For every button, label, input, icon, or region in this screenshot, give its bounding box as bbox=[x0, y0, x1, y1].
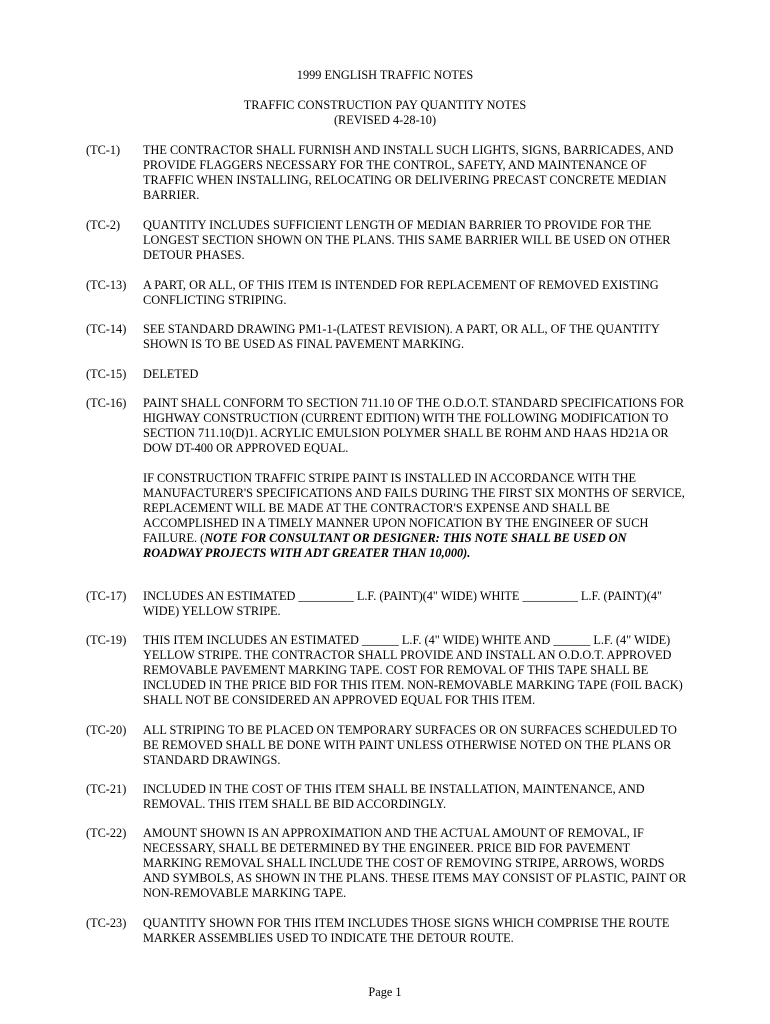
note-tc-2 bbox=[86, 218, 686, 263]
note-tc-16 bbox=[86, 396, 686, 456]
note-tc-15 bbox=[86, 367, 686, 382]
note-text: SEE STANDARD DRAWING PM1-1-(LATEST REVISION). A PART, OR ALL, OF THE QUANTITY SHOWN IS TO BE USED AS FINAL PAVEMENT MARKING. bbox=[143, 322, 660, 351]
note-text: IF CONSTRUCTION TRAFFIC STRIPE PAINT IS INSTALLED IN ACCORDANCE WITH THE MANUFACTURER'S SPECIFICATIONS AND FAILS DURING THE FIRST SIX MONTHS OF SERVICE, REPLACEMENT WILL BE MADE AT THE CONTRACTOR'S EXPENSE AND SHALL BE ACCOMPLISHED IN A TIMELY MANNER UPON NOFICATION BY THE ENGINEER OF SUCH FAILURE. ( bbox=[143, 471, 685, 545]
note-tc-1 bbox=[86, 143, 686, 203]
note-text: DELETED bbox=[143, 367, 199, 381]
note-code: (TC-16) bbox=[86, 396, 127, 410]
note-tc-23 bbox=[86, 916, 686, 946]
note-text: INCLUDES AN ESTIMATED _________ L.F. (PAINT)(4" WIDE) WHITE _________ L.F. (PAINT)(4" WIDE) YELLOW STRIPE. bbox=[143, 589, 663, 618]
note-code: (TC-20) bbox=[86, 723, 127, 737]
note-code: (TC-2) bbox=[86, 218, 121, 232]
note-tc-14 bbox=[86, 322, 686, 352]
note-text: INCLUDED IN THE COST OF THIS ITEM SHALL BE INSTALLATION, MAINTENANCE, AND REMOVAL. THIS ITEM SHALL BE BID ACCORDINGLY. bbox=[143, 782, 645, 811]
note-text: A PART, OR ALL, OF THIS ITEM IS INTENDED FOR REPLACEMENT OF REMOVED EXISTING CONFLICTING STRIPING. bbox=[143, 278, 659, 307]
note-code: (TC-17) bbox=[86, 589, 127, 603]
note-tc-20 bbox=[86, 723, 686, 768]
note-tc-19 bbox=[86, 633, 686, 708]
page-number: Page 1 bbox=[368, 985, 402, 999]
note-tc-17 bbox=[86, 589, 686, 619]
note-text: QUANTITY INCLUDES SUFFICIENT LENGTH OF MEDIAN BARRIER TO PROVIDE FOR THE LONGEST SECTION SHOWN ON THE PLANS. THIS SAME BARRIER WILL BE USED ON OTHER DETOUR PHASES. bbox=[143, 218, 671, 262]
note-text: QUANTITY SHOWN FOR THIS ITEM INCLUDES THOSE SIGNS WHICH COMPRISE THE ROUTE MARKER ASSEMBLIES USED TO INDICATE THE DETOUR ROUTE. bbox=[143, 916, 670, 945]
note-code: (TC-19) bbox=[86, 633, 127, 647]
note-text: THIS ITEM INCLUDES AN ESTIMATED ______ L.F. (4" WIDE) WHITE AND ______ L.F. (4" WIDE) YELLOW STRIPE. THE CONTRACTOR SHALL PROVIDE AND INSTALL AN O.D.O.T. APPROVED REMOVABLE PAVEMENT MARKING TAPE. COST FOR REMOVAL OF THIS TAPE SHALL BE INCLUDED IN THE PRICE BID FOR THIS ITEM. NON-REMOVABLE MARKING TAPE (FOIL BACK) SHALL NOT BE CONSIDERED AN APPROVED EQUAL FOR THIS ITEM. bbox=[143, 633, 683, 707]
note-emphasis: NOTE FOR CONSULTANT OR DESIGNER: THIS NOTE SHALL BE USED ON ROADWAY PROJECTS WITH ADT GREATER THAN 10,000). bbox=[143, 531, 627, 560]
note-code: (TC-13) bbox=[86, 278, 127, 292]
note-tc-13 bbox=[86, 278, 686, 308]
note-code: (TC-22) bbox=[86, 826, 127, 840]
note-code: (TC-23) bbox=[86, 916, 127, 930]
note-tc-22 bbox=[86, 826, 686, 901]
note-tc-16-paragraph bbox=[143, 471, 688, 561]
note-code: (TC-21) bbox=[86, 782, 127, 796]
note-code: (TC-14) bbox=[86, 322, 127, 336]
document-subtitle: TRAFFIC CONSTRUCTION PAY QUANTITY NOTES bbox=[243, 98, 527, 112]
note-text: ALL STRIPING TO BE PLACED ON TEMPORARY SURFACES OR ON SURFACES SCHEDULED TO BE REMOVED SHALL BE DONE WITH PAINT UNLESS OTHERWISE NOTED ON THE PLANS OR STANDARD DRAWINGS. bbox=[143, 723, 677, 767]
note-text: THE CONTRACTOR SHALL FURNISH AND INSTALL SUCH LIGHTS, SIGNS, BARRICADES, AND PROVIDE FLAGGERS NECESSARY FOR THE CONTROL, SAFETY, AND MAINTENANCE OF TRAFFIC WHEN INSTALLING, RELOCATING OR DELIVERING PRECAST CONCRETE MEDIAN BARRIER. bbox=[143, 143, 674, 202]
note-code: (TC-15) bbox=[86, 367, 127, 381]
note-code: (TC-1) bbox=[86, 143, 121, 157]
note-text: PAINT SHALL CONFORM TO SECTION 711.10 OF THE O.D.O.T. STANDARD SPECIFICATIONS FOR HIGHWAY CONSTRUCTION (CURRENT EDITION) WITH THE FOLLOWING MODIFICATION TO SECTION 711.10(D)1. ACRYLIC EMULSION POLYMER SHALL BE ROHM AND HAAS HD21A OR DOW DT-400 OR APPROVED EQUAL. bbox=[143, 396, 685, 455]
revision-date: (REVISED 4-28-10) bbox=[333, 113, 437, 127]
document-title: 1999 ENGLISH TRAFFIC NOTES bbox=[296, 68, 474, 82]
note-tc-21 bbox=[86, 782, 686, 812]
note-text: AMOUNT SHOWN IS AN APPROXIMATION AND THE ACTUAL AMOUNT OF REMOVAL, IF NECESSARY, SHALL BE DETERMINED BY THE ENGINEER. PRICE BID FOR PAVEMENT MARKING REMOVAL SHALL INCLUDE THE COST OF REMOVING STRIPE, ARROWS, WORDS AND SYMBOLS, AS SHOWN IN THE PLANS. THESE ITEMS MAY CONSIST OF PLASTIC, PAINT OR NON-REMOVABLE MARKING TAPE. bbox=[143, 826, 687, 900]
